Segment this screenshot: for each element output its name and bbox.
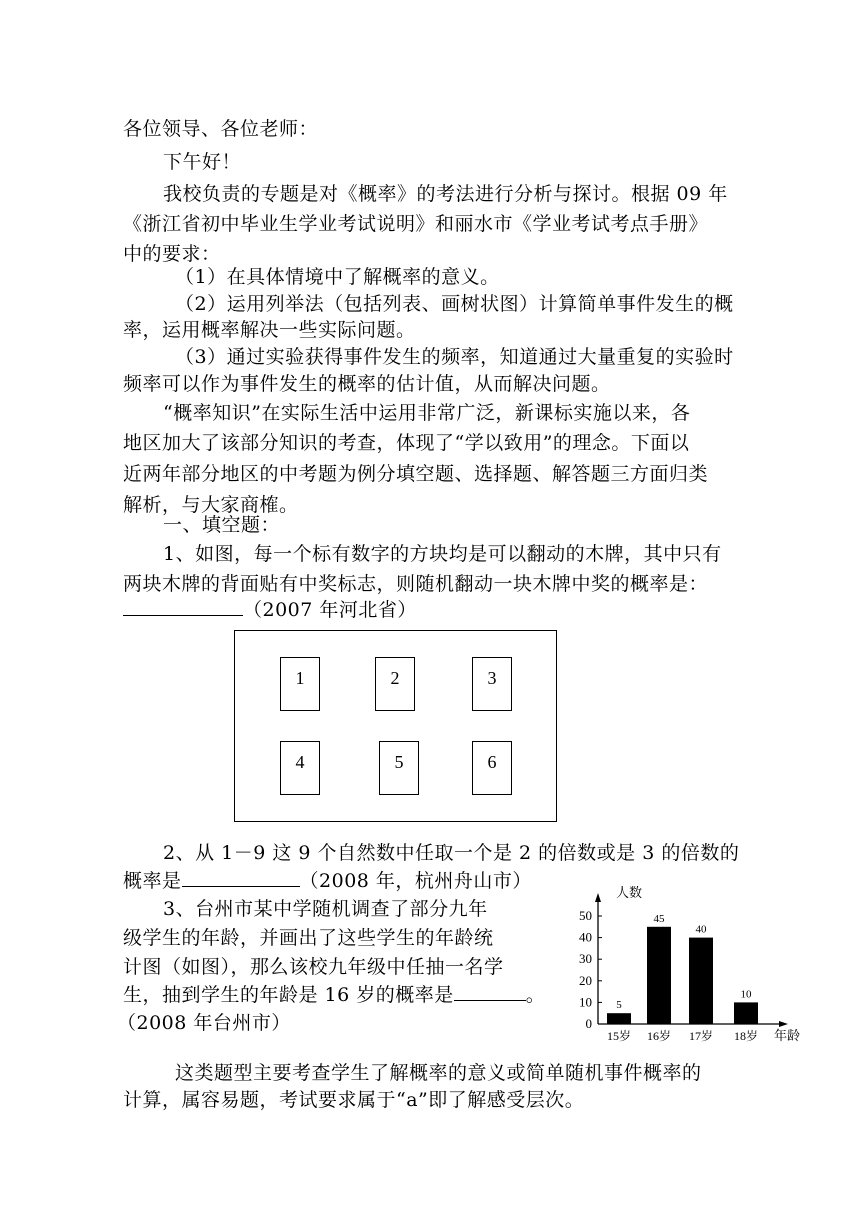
summary-line-2: 计算，属容易题，考试要求属于“a”即了解感受层次。: [123, 1089, 585, 1111]
tile-5: 5: [379, 741, 419, 795]
question-1-line-1: 1、如图，每一个标有数字的方块均是可以翻动的木牌，其中只有: [163, 543, 722, 565]
requirement-3-line-2: 频率可以作为事件发生的概率的估计值，从而解决问题。: [123, 373, 611, 395]
bar-value-label: 10: [740, 988, 752, 1001]
y-axis-arrow: [595, 893, 601, 902]
question-2-source: （2008 年，杭州舟山市）: [299, 870, 532, 892]
x-axis-label: 年龄: [774, 1028, 801, 1043]
requirement-2-line-1: （2）运用列举法（包括列表、画树状图）计算简单事件发生的概: [175, 293, 734, 315]
salutation: 下午好！: [163, 151, 242, 173]
answer-blank: [182, 866, 300, 887]
y-tick-label: 50: [579, 908, 592, 923]
y-axis-label: 人数: [616, 885, 643, 900]
y-tick-label: 10: [579, 994, 592, 1010]
requirement-2-line-2: 率，运用概率解决一些实际问题。: [123, 319, 416, 341]
answer-blank: [123, 595, 243, 616]
question-3-line-2: 级学生的年龄，并画出了这些学生的年龄统: [123, 927, 494, 949]
paragraph-2-line-4: 解析，与大家商榷。: [123, 494, 299, 516]
x-tick-label: 18岁: [733, 1029, 759, 1043]
question-1-line-2: 两块木牌的背面贴有中奖标志，则随机翻动一块木牌中奖的概率是：: [123, 573, 709, 595]
bar-value-label: 40: [695, 923, 707, 936]
intro-line-2: 《浙江省初中毕业生学业考试说明》和丽水市《学业考试考点手册》: [123, 213, 709, 235]
answer-blank: [454, 980, 526, 1001]
paragraph-2-line-3: 近两年部分地区的中考题为例分填空题、选择题、解答题三方面归类: [123, 463, 709, 485]
question-2-line-1: 2、从 1－9 这 9 个自然数中任取一个是 2 的倍数或是 3 的倍数的: [163, 842, 740, 864]
x-tick-label: 17岁: [688, 1029, 714, 1043]
y-tick-label: 20: [579, 972, 592, 988]
summary-line-1: 这类题型主要考查学生了解概率的意义或简单随机事件概率的: [175, 1062, 702, 1084]
section-heading: 一、填空题：: [163, 514, 281, 536]
age-bar-chart: [560, 882, 810, 1052]
requirement-3-line-1: （3）通过实验获得事件发生的频率，知道通过大量重复的实验时: [175, 346, 734, 368]
question-3-line-1: 3、台州市某中学随机调查了部分九年: [163, 898, 488, 920]
y-tick-label: 30: [579, 951, 592, 967]
question-1-answer-line: [123, 595, 417, 625]
bar-15岁: [607, 1013, 631, 1024]
tile-4: 4: [280, 741, 320, 795]
bar-17岁: [689, 938, 713, 1024]
question-2-line-2: [123, 866, 532, 896]
x-tick-label: 16岁: [646, 1029, 672, 1043]
bar-value-label: 45: [653, 912, 665, 925]
question-1-source: （2007 年河北省）: [243, 599, 417, 621]
intro-line-1: 我校负责的专题是对《概率》的考法进行分析与探讨。根据 09 年: [163, 183, 728, 205]
tile-1: 1: [280, 657, 320, 711]
requirement-1: （1）在具体情境中了解概率的意义。: [175, 266, 500, 288]
bar-18岁: [734, 1002, 758, 1024]
question-3-line-4: [123, 980, 545, 1010]
bar-16岁: [647, 927, 671, 1024]
question-3-source: （2008 年台州市）: [117, 1012, 291, 1034]
tile-3: 3: [472, 657, 512, 711]
greeting: 各位领导、各位老师：: [123, 118, 319, 140]
y-tick-label: 40: [579, 929, 592, 945]
bar-value-label: 5: [616, 999, 622, 1012]
tile-board: [234, 630, 557, 822]
paragraph-2-line-1: “概率知识”在实际生活中运用非常广泛，新课标实施以来，各: [163, 402, 691, 424]
tile-6: 6: [472, 741, 512, 795]
question-2-prefix: 概率是: [123, 870, 182, 892]
intro-line-3: 中的要求：: [123, 243, 221, 265]
tile-2: 2: [375, 657, 415, 711]
y-tick-label: 0: [585, 1016, 592, 1031]
x-tick-label: 15岁: [606, 1029, 632, 1043]
question-3-end: 。: [525, 984, 546, 1006]
paragraph-2-line-2: 地区加大了该部分知识的考查，体现了“学以致用”的理念。下面以: [123, 432, 690, 454]
x-axis-arrow: [779, 1021, 788, 1027]
question-3-prefix: 生，抽到学生的年龄是 16 岁的概率是: [123, 984, 454, 1006]
question-3-line-3: 计图（如图），那么该校九年级中任抽一名学: [123, 956, 504, 978]
